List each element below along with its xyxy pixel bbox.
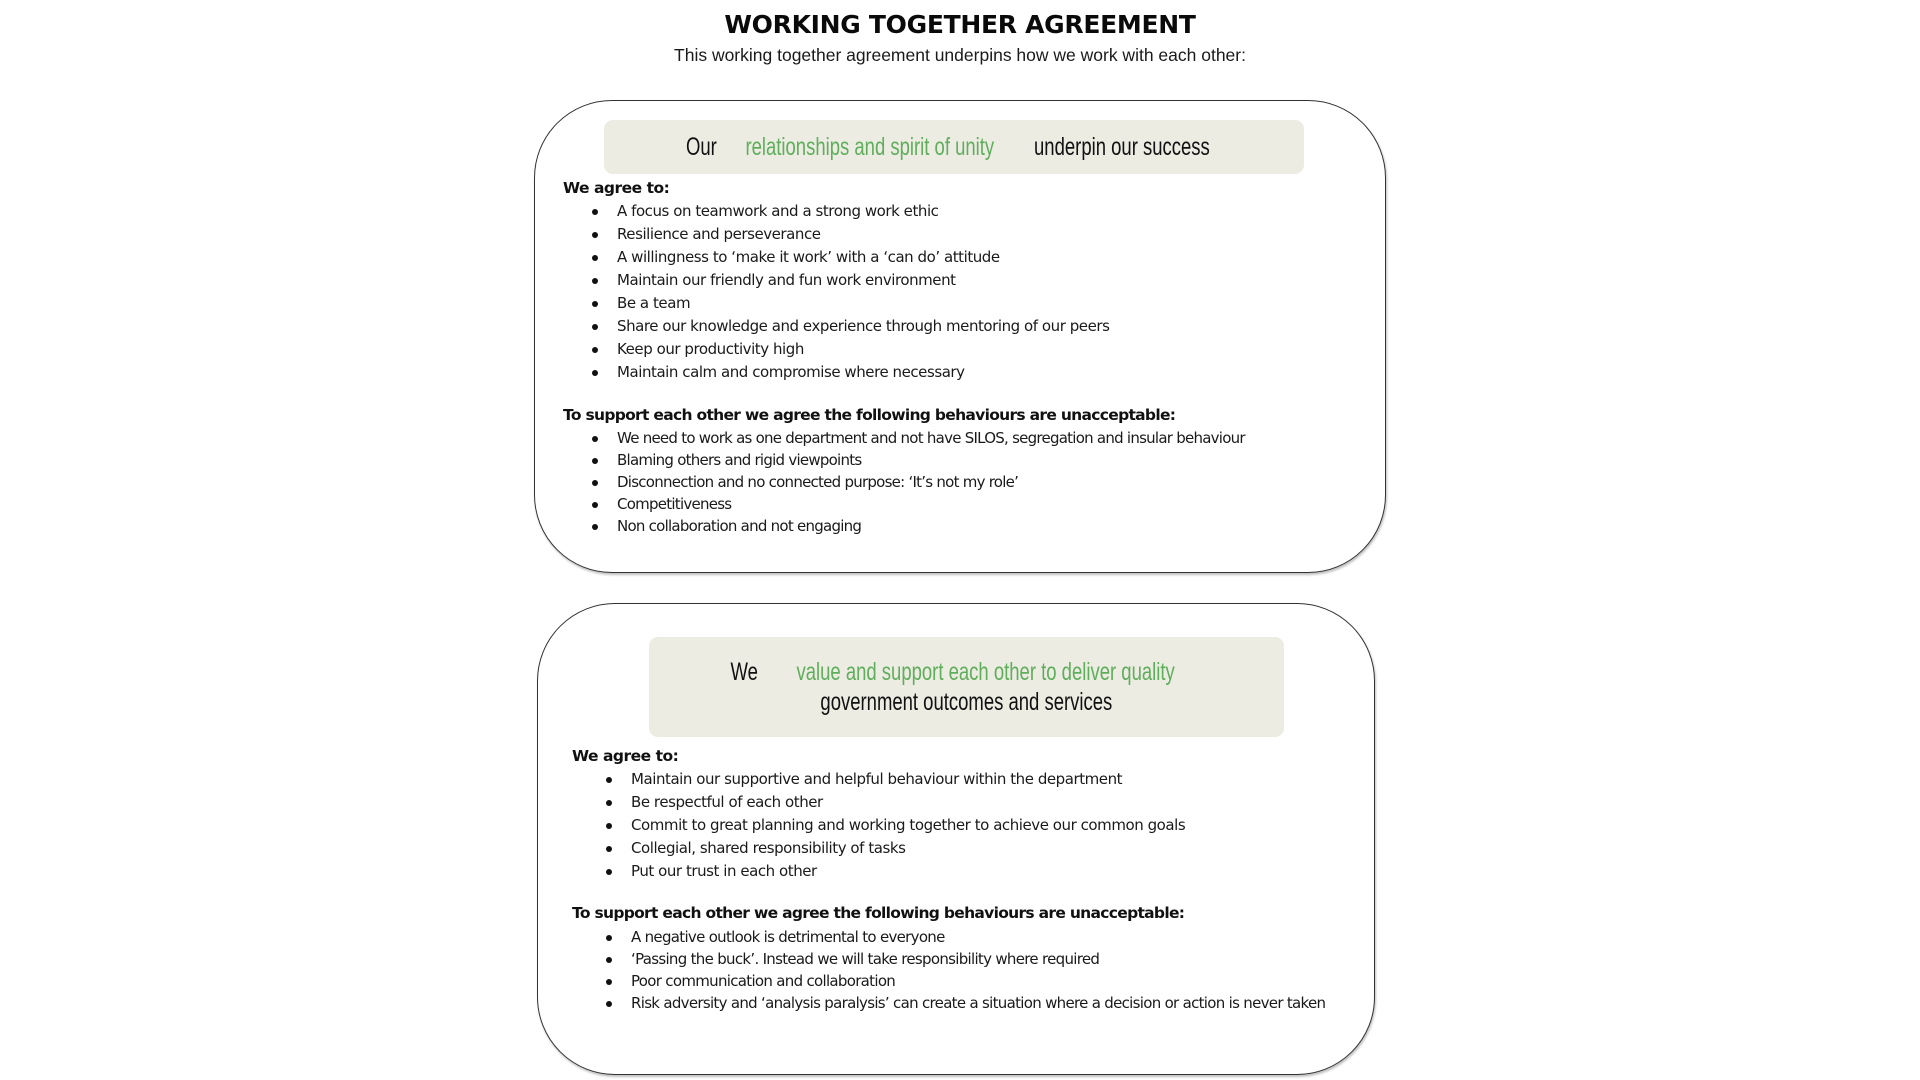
banner-line-1	[693, 657, 1239, 687]
bullet-icon	[592, 370, 598, 376]
bullet-icon	[606, 777, 612, 783]
bullet-icon	[592, 209, 598, 215]
bullet-icon	[592, 232, 598, 238]
bullet-icon	[606, 823, 612, 829]
bullet-icon	[592, 324, 598, 330]
bullet-icon	[606, 846, 612, 852]
bullet-icon	[592, 502, 598, 508]
bullet-icon	[606, 869, 612, 875]
banner-line-2	[693, 687, 1239, 717]
unacceptable-heading: To support each other we agree the following behaviours are unacceptable:	[563, 406, 1176, 424]
bullet-icon	[606, 957, 612, 963]
value-support-banner	[649, 637, 1284, 737]
bullet-icon	[592, 436, 598, 442]
banner-highlight: value and support each other to deliver quality	[796, 658, 1175, 686]
bullet-icon	[592, 480, 598, 486]
banner-prefix: We	[730, 658, 763, 686]
banner-suffix: underpin our success	[1029, 133, 1210, 161]
bullet-icon	[592, 301, 598, 307]
banner-line2-text: government outcomes and services	[820, 688, 1113, 716]
bullet-icon	[592, 255, 598, 261]
unacceptable-heading: To support each other we agree the following behaviours are unacceptable:	[572, 904, 1185, 922]
agree-heading: We agree to:	[572, 747, 679, 765]
bullet-icon	[592, 524, 598, 530]
document-title: WORKING TOGETHER AGREEMENT	[724, 10, 1196, 39]
banner-text	[683, 120, 1224, 174]
agree-heading: We agree to:	[563, 179, 670, 197]
value-support-section: We value and support each other to deliver quality government outcomes and services We agree to: Maintain our supportive and helpful behaviour within the department Be respectful of each other Commit to great planning and working together to achieve our common goals Collegial, shared responsibility of tasks Put our trust in each other To support each other we agree the following behaviours are unacceptable: A negative outlook is detrimental to everyone ‘Passing the buck’. Instead we will take responsibility where required Poor communication and collaboration Risk adversity and ‘analysis paralysis’ can create a situation where a decision or action is never taken	[537, 603, 1375, 1075]
bullet-icon	[606, 979, 612, 985]
banner-highlight: relationships and spirit of unity	[745, 133, 995, 161]
relationships-section: Our relationships and spirit of unity underpin our success We agree to: A focus on teamwork and a strong work ethic Resilience and perseverance A willingness to ‘make it work’ with a ‘can do’ attitude Maintain our friendly and fun work environment Be a team Share our knowledge and experience through mentoring of our peers Keep our productivity high Maintain calm and compromise where necessary To support each other we agree the following behaviours are unacceptable: We need to work as one department and not have SILOS, segregation and insular behaviour Blaming others and rigid viewpoints Disconnection and no connected purpose: ‘It’s not my role’ Competitiveness Non collaboration and not engaging	[534, 100, 1386, 573]
bullet-icon	[606, 1001, 612, 1007]
bullet-icon	[606, 935, 612, 941]
bullet-icon	[592, 347, 598, 353]
document-subtitle: This working together agreement underpins how we work with each other:	[674, 45, 1246, 65]
bullet-icon	[606, 800, 612, 806]
bullet-icon	[592, 278, 598, 284]
bullet-icon	[592, 458, 598, 464]
banner-prefix: Our	[686, 133, 723, 161]
relationships-banner	[604, 120, 1304, 174]
